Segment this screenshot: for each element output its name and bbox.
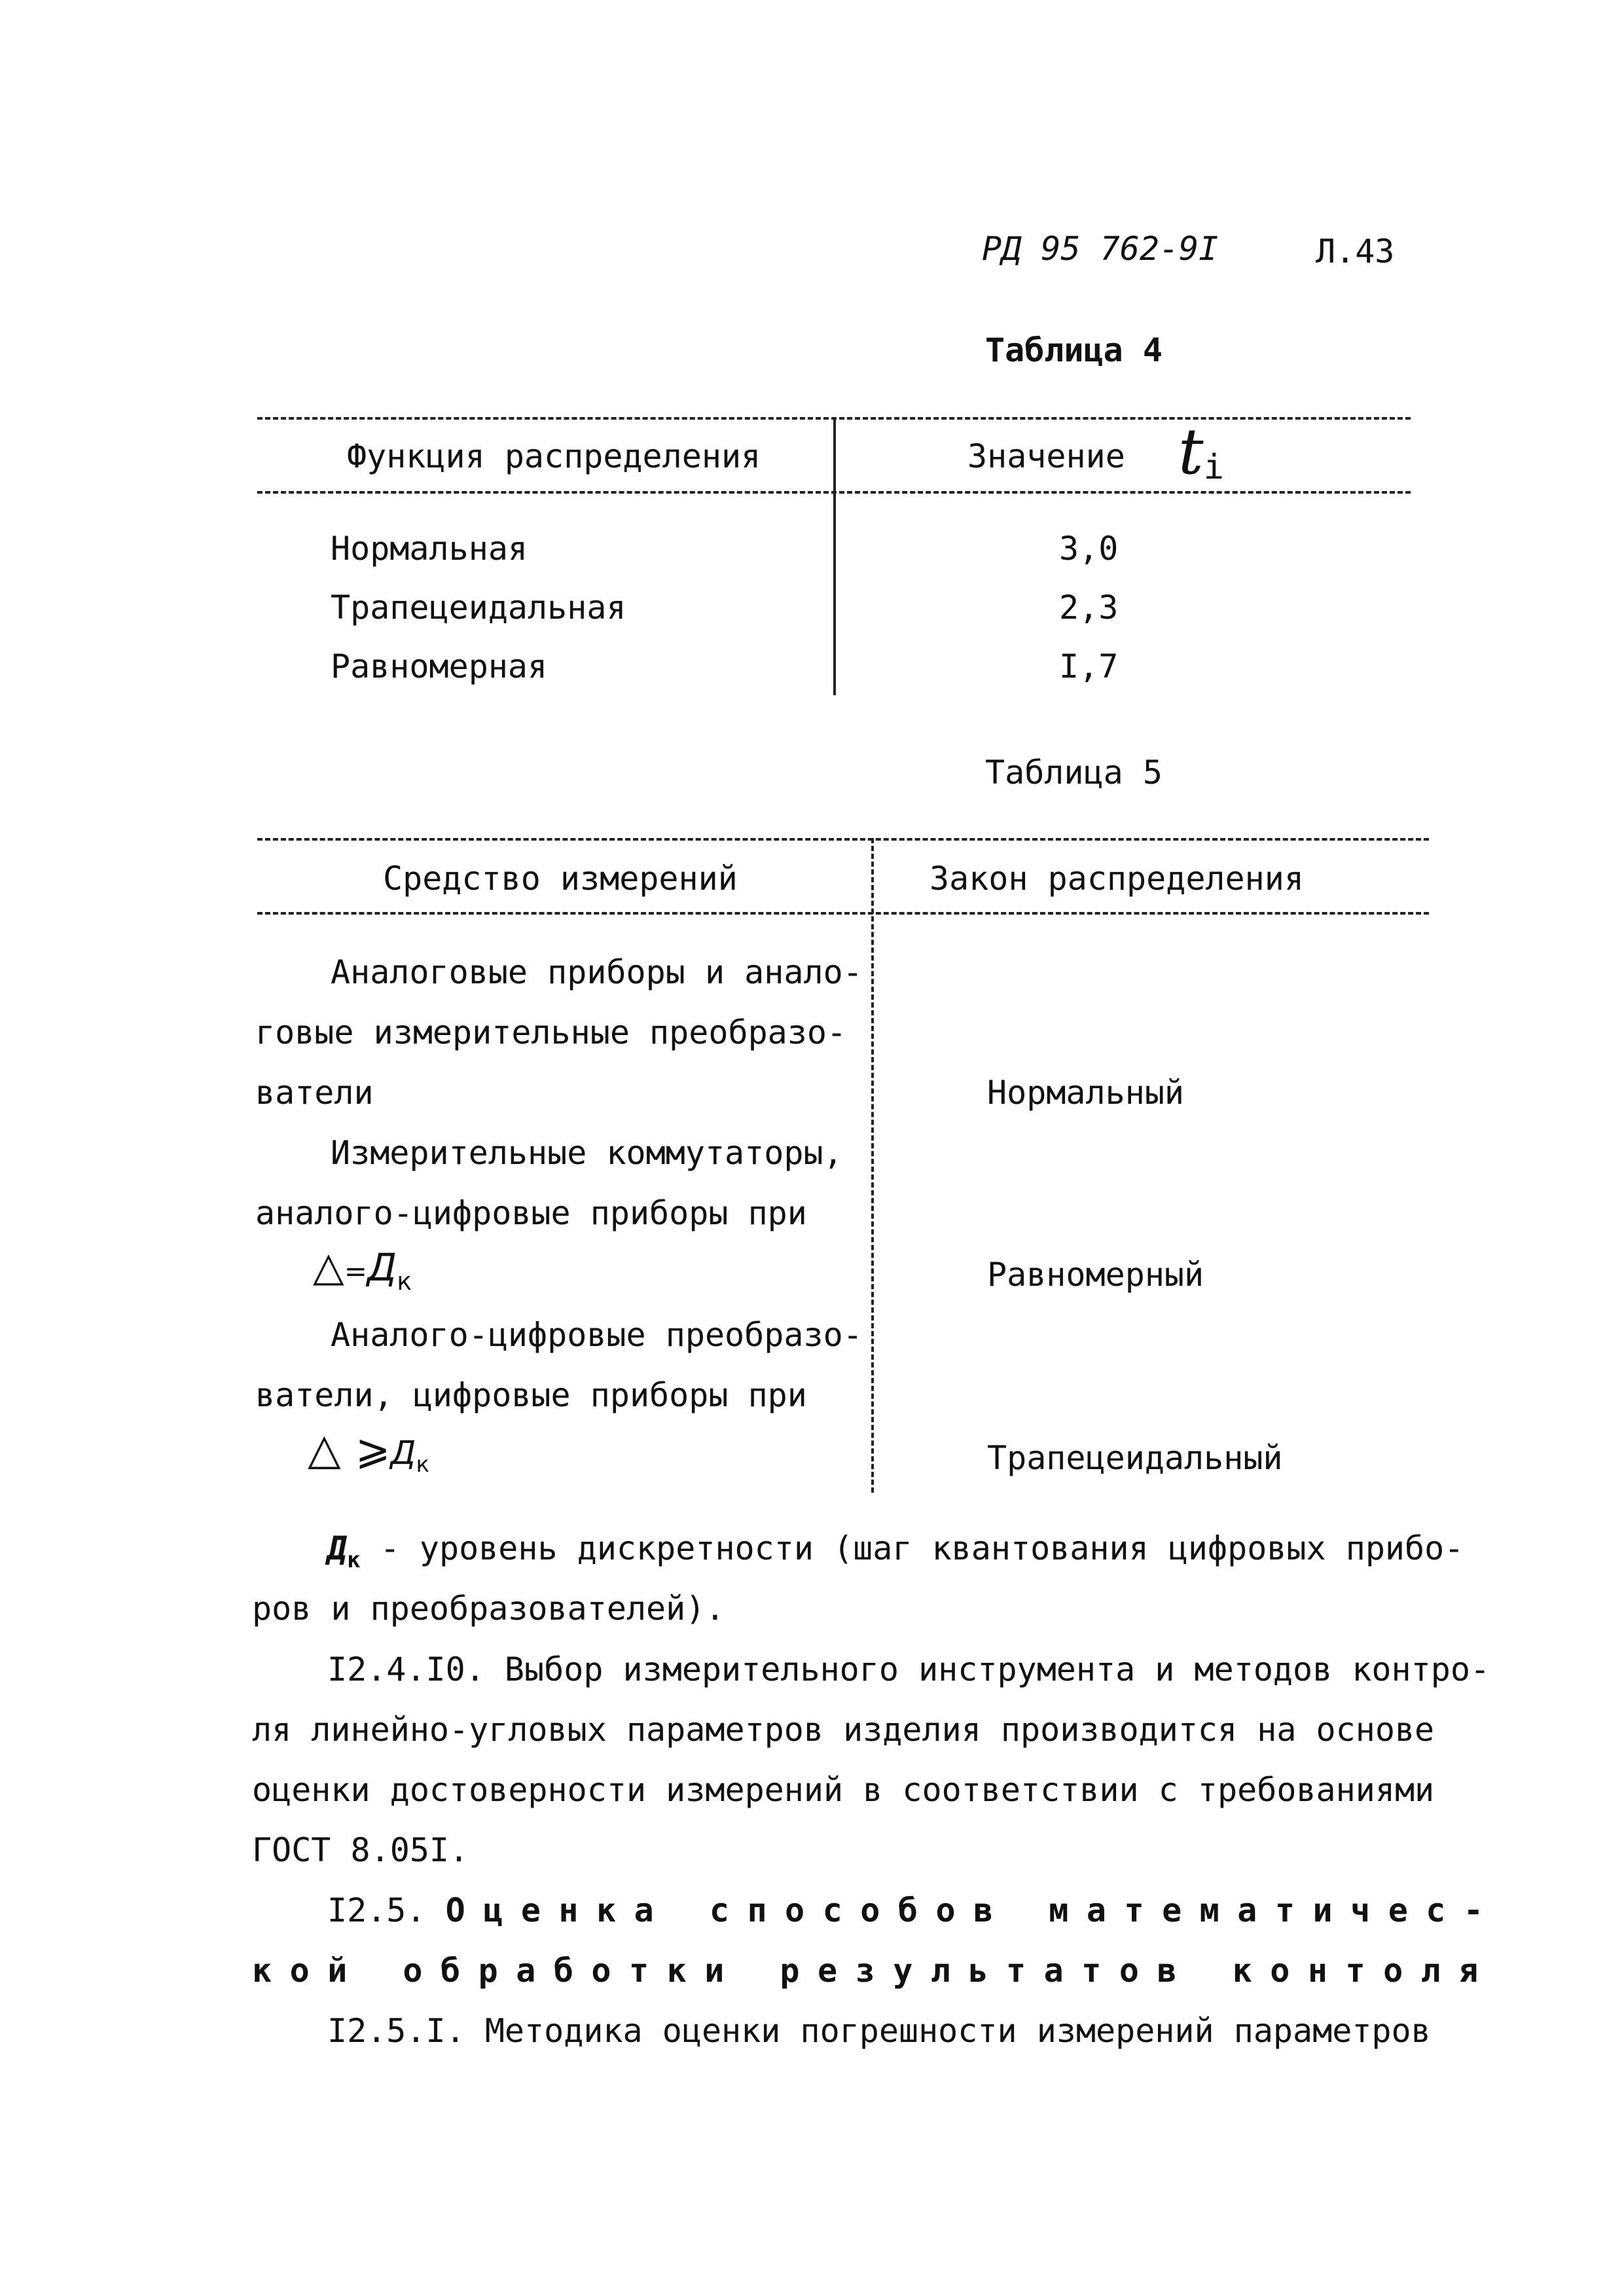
paragraph-line: ля линейно-угловых параметров изделия производится на основе xyxy=(252,1711,1435,1749)
document-code: РД 95 762-9I xyxy=(982,230,1219,268)
table5-header-law: Закон распределения xyxy=(929,860,1304,898)
table5-row-text: Аналоговые приборы и анало- xyxy=(331,953,863,991)
table4-header-value: Значение xyxy=(967,437,1125,475)
formula-delta-geq-dk: △ ⩾Дк xyxy=(308,1424,429,1478)
section-title: кой обработки результатов контоля xyxy=(252,1952,1496,1990)
table5-row-text: ватели xyxy=(255,1074,374,1112)
table5-law: Нормальный xyxy=(987,1074,1185,1112)
table5-top-rule xyxy=(257,838,1429,841)
table5-row-text: говые измерительные преобразо- xyxy=(255,1013,847,1051)
table5-caption: Таблица 5 xyxy=(985,754,1163,792)
table4-row-name: Трапецеидальная xyxy=(331,589,626,627)
table5-law: Трапецеидальный xyxy=(987,1439,1283,1477)
note-symbol: Д xyxy=(327,1529,348,1567)
paragraph-line: I2.4.I0. Выбор измерительного инструмента и методов контро- xyxy=(327,1650,1490,1688)
table4-row-value: 2,3 xyxy=(1059,589,1119,627)
section-title: Оценка способов математичес- xyxy=(445,1891,1502,1929)
section-number: I2.5. xyxy=(327,1891,426,1929)
table5-row-text: Аналого-цифровые преобразо- xyxy=(331,1316,863,1354)
table4-column-divider xyxy=(833,417,836,695)
table4-header-rule xyxy=(257,491,1411,494)
note-line: ров и преобразователей). xyxy=(252,1590,725,1628)
delta-icon: △ xyxy=(308,1424,341,1474)
table4-row-value: I,7 xyxy=(1059,647,1119,685)
table4-caption: Таблица 4 xyxy=(985,331,1163,369)
table5-row-text: ватели, цифровые приборы при xyxy=(255,1376,807,1414)
formula-delta-equals-dk: $\triangle=Д_к$ xyxy=(313,1243,412,1296)
table5-law: Равномерный xyxy=(987,1256,1204,1294)
table5-row-text: Измерительные коммутаторы, xyxy=(331,1134,843,1172)
table4-symbol-t: ti xyxy=(1178,415,1224,488)
table4-row-value: 3,0 xyxy=(1059,530,1119,568)
section-heading xyxy=(327,1891,1502,1930)
paragraph-line: I2.5.I. Методика оценки погрешности измерений параметров xyxy=(327,2012,1431,2050)
table4-header-function: Функция распределения xyxy=(347,437,761,475)
paragraph-line: оценки достоверности измерений в соответствии с требованиями xyxy=(252,1771,1435,1809)
table5-header-instrument: Средство измерений xyxy=(383,860,738,898)
table4-row-name: Равномерная xyxy=(331,647,548,685)
table5-column-divider xyxy=(871,838,874,1493)
table4-row-name: Нормальная xyxy=(331,530,528,568)
table5-row-text: аналого-цифровые приборы при xyxy=(255,1194,807,1232)
paragraph-line: ГОСТ 8.05I. xyxy=(252,1831,469,1869)
sheet-number: Л.43 xyxy=(1316,232,1395,270)
note-line: $Д_к$ - уровень дискретности (шаг квантования цифровых прибо- xyxy=(327,1529,1464,1573)
table5-header-rule xyxy=(257,912,1429,915)
delta-icon: △ xyxy=(313,1243,344,1290)
